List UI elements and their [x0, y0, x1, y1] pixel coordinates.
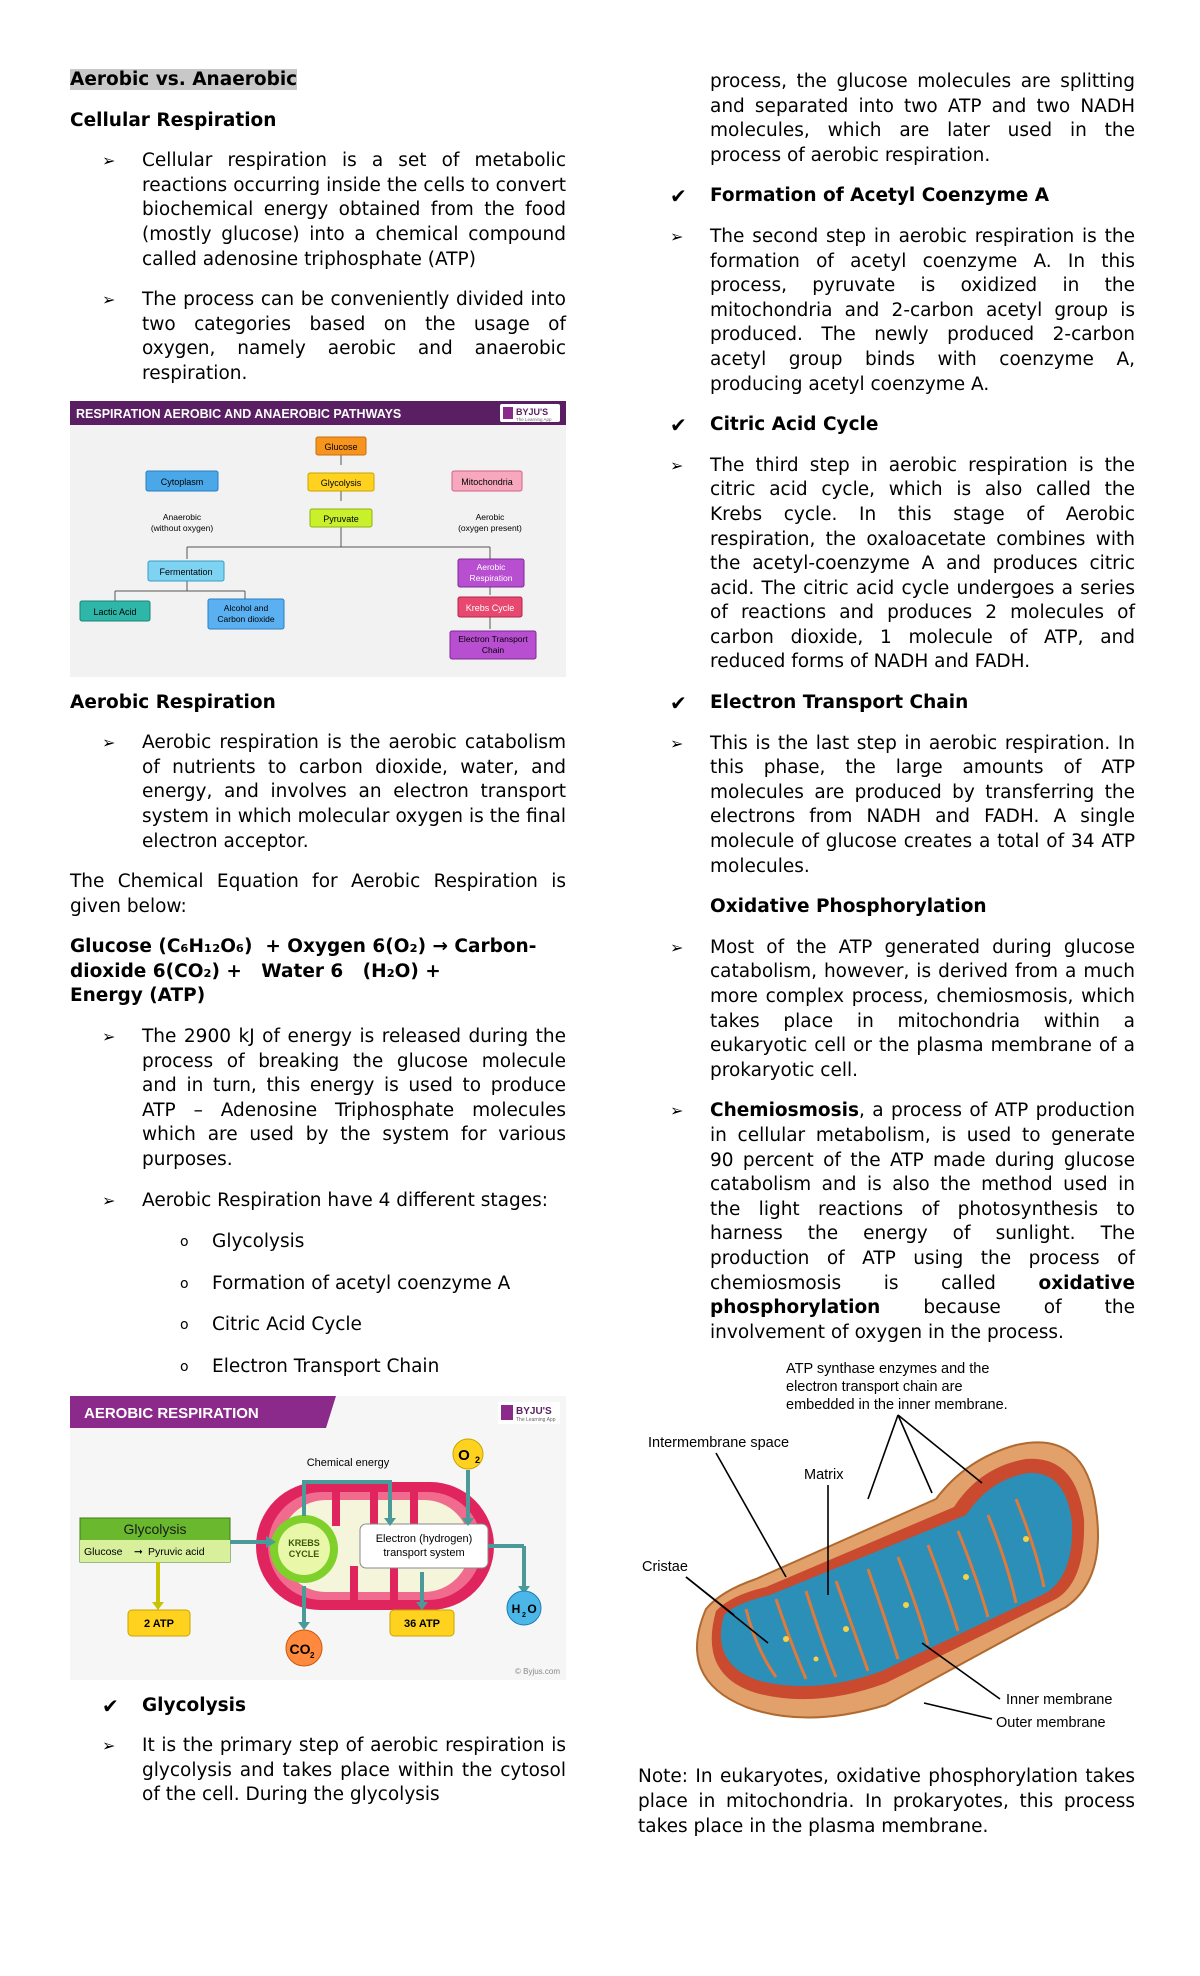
cristae-label: Cristae [642, 1559, 688, 1576]
heading-cellular-respiration: Cellular Respiration [70, 109, 277, 131]
arrow-bullet-icon: ➢ [102, 290, 116, 310]
checkmark-icon: ✔ [102, 1693, 119, 1718]
caption-line-2: electron transport chain are [786, 1379, 963, 1396]
oxygen-label: O [458, 1446, 470, 1464]
arrow-bullet-icon: ➢ [670, 937, 684, 957]
etc-label-1: Electron Transport [458, 633, 528, 644]
water-subscript: 2 [522, 1611, 526, 1619]
intermembrane-label: Intermembrane space [648, 1435, 790, 1452]
bullet-item: ➢ This is the last step in aerobic respiration. In this phase, the large amounts of ATP molecules are produced by transferring the electrons from NADH and FADH. A single molecule of glucose creates a total of 34 ATP molecules. [638, 732, 1135, 880]
arrow-bullet-icon: ➢ [670, 226, 684, 246]
check-heading: ✔ Formation of Acetyl Coenzyme A [638, 184, 1135, 209]
bullet-item: ➢ The second step in aerobic respiration is the formation of acetyl coenzyme A. In this process, pyruvate is oxidized in the mitochondria and 2-carbon acetyl group is produced. The newly produced 2-carbon acetyl group binds with coenzyme A, producing acetyl coenzyme A. [638, 225, 1135, 397]
stage-item: o Formation of acetyl coenzyme A [70, 1272, 566, 1297]
brand-name: BYJU'S [516, 406, 549, 417]
arrow-bullet-icon: ➢ [102, 1190, 116, 1210]
circle-bullet-icon: o [180, 1275, 189, 1292]
co2-subscript: 2 [310, 1650, 315, 1660]
circle-bullet-icon: o [180, 1234, 189, 1251]
brand-tagline: The Learning App [516, 416, 552, 422]
etc-box [360, 1524, 488, 1568]
aerobic-respiration-diagram [70, 1396, 566, 1680]
checkmark-icon: ✔ [670, 413, 687, 438]
bullet-item: ➢ Aerobic Respiration have 4 different stages: [70, 1189, 566, 1214]
brand-tagline: The Learning App [516, 1416, 556, 1423]
arrow-icon: ➞ [134, 1545, 143, 1558]
circle-bullet-icon: o [180, 1317, 189, 1334]
equation-intro: The Chemical Equation for Aerobic Respiration is given below: [70, 871, 566, 917]
bullet-item: ➢ Cellular respiration is a set of metabolic reactions occurring inside the cells to convert biochemical energy obtained from the food (mostly glucose) into a chemical compound called adenosine triphosphate (ATP) [70, 149, 566, 272]
arrow-bullet-icon: ➢ [670, 733, 684, 753]
diagram-header: AEROBIC RESPIRATION [84, 1404, 259, 1422]
left-column [70, 0, 566, 1808]
etc-label-1: Electron (hydrogen) [375, 1532, 473, 1545]
anaerobic-sublabel: (without oxygen) [150, 522, 214, 533]
arrow-bullet-icon: ➢ [102, 1027, 116, 1047]
mitochondria-label: Mitochondria [461, 476, 513, 487]
bullet-item: ➢ Most of the ATP generated during glucose catabolism, however, is derived from a much more complex process, chemiosmosis, which takes place in mitochondria within a eukaryotic cell or the plasma membrane of a prokaryotic cell. [638, 936, 1135, 1084]
water-h-label: H [511, 1601, 521, 1616]
circle-bullet-icon: o [180, 1359, 189, 1375]
matrix-label: Matrix [804, 1467, 844, 1484]
brand-logo-icon [501, 1405, 513, 1420]
bullet-item: ➢ It is the primary step of aerobic respiration is glycolysis and takes place within the cytosol of the cell. During the glycolysis [70, 1734, 566, 1808]
heading-oxidative-phosphorylation: Oxidative Phosphorylation [710, 896, 987, 918]
atp-36-label: 36 ATP [403, 1617, 441, 1630]
check-heading: ✔ Citric Acid Cycle [638, 413, 1135, 438]
page-title: Aerobic vs. Anaerobic [70, 69, 298, 90]
cytoplasm-label: Cytoplasm [160, 476, 204, 487]
bullet-item: ➢ The process can be conveniently divided into two categories based on the usage of oxygen, namely aerobic and anaerobic respiration. [70, 288, 566, 386]
chemical-equation: Glucose (C₆H₁₂O₆) + Oxygen 6(O₂) → Carbon- dioxide 6(CO₂) + Water 6 (H₂O) + Energy (ATP) [70, 936, 537, 1007]
krebs-label-1: KREBS [288, 1537, 320, 1548]
stage-item: o Electron Transport Chain [70, 1355, 566, 1380]
atp-2-label: 2 ATP [144, 1617, 174, 1630]
krebs-label-2: CYCLE [288, 1548, 320, 1559]
aerobic-label: Aerobic [475, 511, 505, 522]
caption-line-3: embedded in the inner membrane. [786, 1397, 1008, 1414]
inner-membrane-label: Inner membrane [1006, 1692, 1113, 1709]
checkmark-icon: ✔ [670, 184, 687, 209]
check-heading: ✔ Electron Transport Chain [638, 691, 1135, 716]
arrow-bullet-icon: ➢ [670, 1101, 684, 1121]
bullet-item: ➢ Chemiosmosis, a process of ATP production in cellular metabolism, is used to generate 90 percent of the ATP made during glucose catabolism and is also the method used in the light reactions of photosynthesis to harness the energy of sunlight. The production of ATP using the process of chemiosmosis is called oxidative phosphorylation because of the involvement of oxygen in the process. [638, 1099, 1135, 1345]
arrow-bullet-icon: ➢ [102, 733, 116, 753]
lactic-acid-label: Lactic Acid [93, 606, 137, 617]
brand-name: BYJU'S [516, 1405, 552, 1417]
mitochondrion-diagram [636, 1359, 1136, 1751]
glucose-label: Glucose [84, 1545, 123, 1558]
etc-label-2: transport system [383, 1546, 465, 1559]
pyruvate-label: Pyruvate [323, 513, 359, 524]
co2-label: CO [289, 1640, 311, 1657]
aerobic-respiration-label-2: Respiration [469, 572, 513, 583]
bullet-item: ➢ Aerobic respiration is the aerobic catabolism of nutrients to carbon dioxide, water, and energy, and involves an electron transport system in which molecular oxygen is the final electron acceptor. [70, 731, 566, 854]
glycolysis-label: Glycolysis [320, 477, 362, 488]
heading-aerobic-respiration: Aerobic Respiration [70, 691, 276, 713]
aerobic-respiration-label-1: Aerobic [476, 561, 506, 572]
caption-line-1: ATP synthase enzymes and the [786, 1361, 990, 1378]
outer-membrane-label: Outer membrane [996, 1715, 1106, 1732]
pathways-diagram [70, 401, 566, 677]
arrow-bullet-icon: ➢ [102, 1736, 116, 1756]
stage-item: o Glycolysis [70, 1230, 566, 1255]
arrow-bullet-icon: ➢ [670, 455, 684, 475]
arrow-bullet-icon: ➢ [102, 151, 116, 171]
continued-text: process, the glucose molecules are splitting and separated into two ATP and two NADH molecules, which are later used in the process of aerobic respiration. [710, 71, 1135, 166]
alcohol-label-2: Carbon dioxide [217, 613, 275, 624]
note-paragraph: Note: In eukaryotes, oxidative phosphorylation takes place in mitochondria. In prokaryotes, this process takes place in the plasma membrane. [638, 1766, 1135, 1837]
brand-logo-icon [503, 407, 513, 419]
krebs-cycle-label: Krebs Cycle [465, 602, 515, 613]
alcohol-label-1: Alcohol and [223, 602, 269, 613]
anaerobic-label: Anaerobic [162, 511, 202, 522]
oxygen-subscript: 2 [475, 1454, 481, 1465]
bullet-item: ➢ The third step in aerobic respiration is the citric acid cycle, which is also called the Krebs cycle. In this stage of Aerobic respiration, the oxaloacetate combines with the acetyl-coenzyme A and produces citric acid. The citric acid cycle undergoes a series of reactions and produces 2 molecules of carbon dioxide, 1 molecule of ATP, and reduced forms of NADH and FADH. [638, 454, 1135, 675]
stage-item: o Citric Acid Cycle [70, 1313, 566, 1338]
diagram-credit: © Byjus.com [514, 1666, 560, 1676]
fermentation-label: Fermentation [159, 566, 213, 577]
bullet-item: ➢ The 2900 kJ of energy is released during the process of breaking the glucose molecule and in turn, this energy is used to produce ATP – Adenosine Triphosphate molecules which are used by the system for various purposes. [70, 1025, 566, 1173]
glycolysis-label: Glycolysis [123, 1520, 187, 1537]
glucose-label: Glucose [324, 441, 358, 452]
etc-label-2: Chain [481, 644, 505, 655]
check-heading: ✔ Glycolysis [70, 1694, 566, 1719]
checkmark-icon: ✔ [670, 691, 687, 716]
aerobic-sublabel: (oxygen present) [458, 522, 522, 533]
pyruvic-acid-label: Pyruvic acid [148, 1545, 205, 1558]
right-column [638, 0, 1135, 1839]
chemical-energy-label: Chemical energy [306, 1456, 390, 1469]
diagram-header: RESPIRATION AEROBIC AND ANAEROBIC PATHWAYS [76, 406, 402, 421]
water-o-label: O [527, 1601, 537, 1616]
